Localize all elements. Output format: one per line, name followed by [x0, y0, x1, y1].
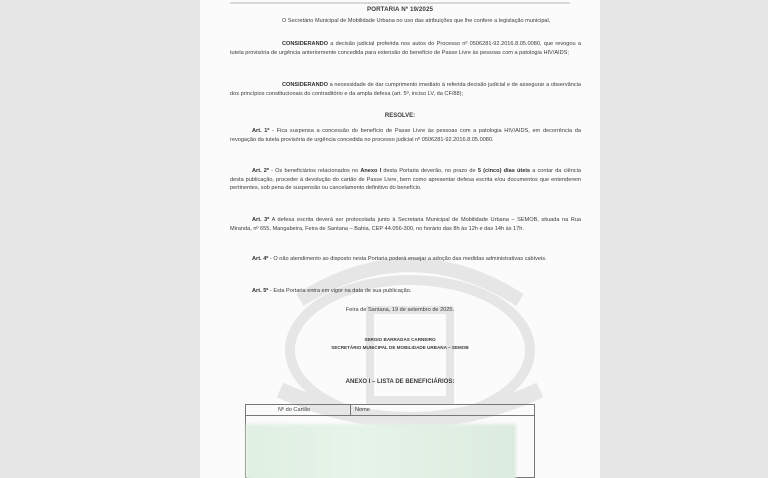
left-background — [0, 0, 200, 478]
article-4-label: Art. 4º — [252, 256, 269, 262]
article-1-text: - Fica suspensa a concessão do benefício de Passe Livre às pessoas com a patologia HIV/AIDS, em decorrência da revogação da tutela provisória de urgência concedida no processo judicial nº 0506281-92.2016.8.05.0080. — [230, 128, 582, 143]
header-line — [230, 2, 570, 4]
article-4-text: - O não atendimento ao disposto nesta Portaria poderá ensejar a adoção das medidas administrativas cabíveis. — [268, 256, 547, 262]
article-5-label: Art. 5º — [252, 288, 269, 294]
table-header — [246, 405, 534, 416]
article-4 — [230, 255, 581, 264]
column-header-card-number: Nº do Cartão — [246, 405, 351, 415]
page-title: PORTARIA Nº 19/2025 — [366, 6, 434, 13]
annex-title: ANEXO I – LISTA DE BENEFICIÁRIOS: — [345, 379, 455, 385]
document-page — [200, 0, 600, 478]
article-5 — [230, 287, 581, 296]
intro-text: O Secretário Municipal de Mobilidade Urbana no uso das atribuições que lhe confere a legislação municipal, — [282, 18, 551, 24]
article-1-label: Art. 1º — [252, 128, 270, 134]
considerando-2 — [230, 81, 581, 98]
article-2-annex: Anexo I — [360, 168, 382, 174]
signer-name: SERGIO BARRADAS CARNEIRO — [364, 337, 436, 342]
article-2-text-a: - Os beneficiários relacionados no — [268, 168, 361, 174]
considerando-2-text: a necessidade de dar cumprimento imediato à referida decisão judicial e de assegurar a observância dos princípios constitucionais do contraditório e da ampla defesa (art. 5º, inciso LV, da CF/88); — [230, 82, 581, 97]
beneficiaries-table — [245, 404, 535, 478]
considerando-1-text: a decisão judicial proferida nos autos do Processo nº 0506281-92.2016.8.05.0080, que revogou a tutela provisória de urgência anteriormente concedida para extensão do benefício de Passe Livre às pessoas com a patologia HIV/AIDS; — [230, 41, 581, 56]
article-3-label: Art. 3º — [252, 217, 270, 223]
considerando-1-label: CONSIDERANDO — [282, 41, 328, 47]
article-1 — [230, 127, 581, 144]
article-2-deadline: 5 (cinco) dias úteis — [477, 168, 531, 174]
redaction-blur — [246, 424, 516, 478]
article-2-label: Art. 2º — [252, 168, 269, 174]
considerando-2-label: CONSIDERANDO — [282, 82, 328, 88]
signer-role: SECRETÁRIO MUNICIPAL DE MOBILIDADE URBANA – SEMOB — [331, 345, 469, 350]
document-date: Feira de Santana, 19 de setembro de 2025. — [345, 307, 455, 313]
article-2-text-c: a contar da ciência desta publicação, proceder à devolução do cartão de Passe Livre, bem como apresentar defesa escrita e/ou documentos que entenderem pertinentes, sob pena de suspensão ou cancelamento definitivo do benefício. — [230, 168, 581, 192]
article-2 — [230, 167, 581, 193]
article-3 — [230, 216, 581, 233]
table-body-redacted — [246, 416, 534, 478]
article-2-text-b: desta Portaria deverão, no prazo de — [381, 168, 478, 174]
intro-paragraph — [230, 17, 581, 26]
considerando-1 — [230, 40, 581, 57]
column-header-name: Nome — [355, 407, 370, 413]
article-3-text: A defesa escrita deverá ser protocolada junto à Secretaria Municipal de Mobilidade Urbana – SEMOB, situada na Rua Miranda, nº 655, Mangabeira, Feira de Santana – Bahia, CEP 44.056-300, no horário das 8h às 12h e das 14h às 17h. — [230, 217, 582, 232]
article-5-text: - Esta Portaria entra em vigor na data de sua publicação. — [268, 288, 412, 294]
resolve-heading: RESOLVE: — [384, 113, 416, 119]
